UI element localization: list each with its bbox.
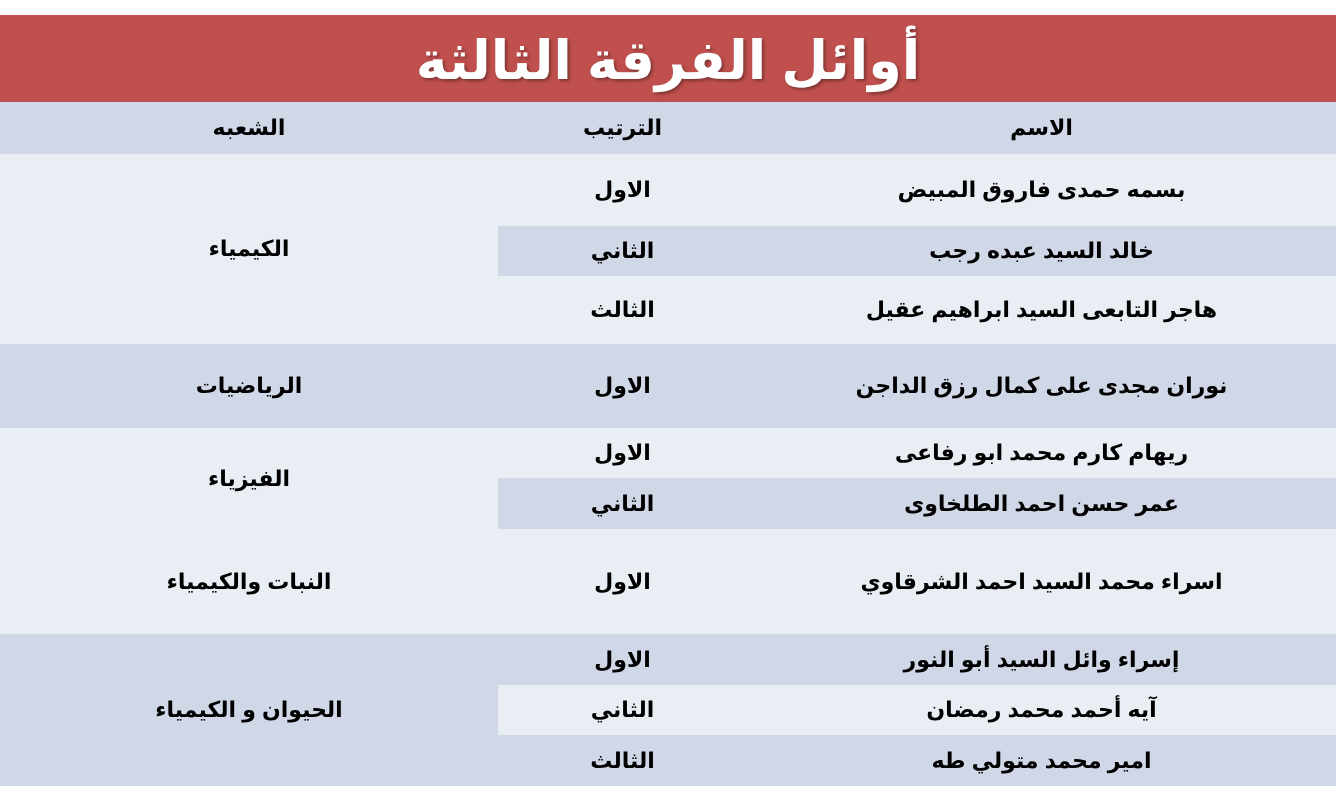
header-name: الاسم xyxy=(747,102,1336,154)
name-cell: خالد السيد عبده رجب xyxy=(747,226,1336,276)
division-cell: الفيزياء xyxy=(0,428,498,529)
rank-cell: الاول xyxy=(498,344,747,428)
division-cell: الكيمياء xyxy=(0,154,498,344)
name-cell: اسراء محمد السيد احمد الشرقاوي xyxy=(747,529,1336,634)
rank-cell: الثالث xyxy=(498,276,747,344)
rank-cell: الثاني xyxy=(498,685,747,735)
name-cell: آيه أحمد محمد رمضان xyxy=(747,685,1336,735)
rank-cell: الاول xyxy=(498,428,747,478)
rank-cell: الاول xyxy=(498,154,747,226)
title-bar xyxy=(0,15,1336,102)
division-cell: الرياضيات xyxy=(0,344,498,428)
page-title: أوائل الفرقة الثالثة xyxy=(415,30,921,91)
name-cell: امير محمد متولي طه xyxy=(747,735,1336,786)
rank-cell: الاول xyxy=(498,634,747,685)
division-cell: الحيوان و الكيمياء xyxy=(0,634,498,786)
name-cell: ريهام كارم محمد ابو رفاعى xyxy=(747,428,1336,478)
division-cell: النبات والكيمياء xyxy=(0,529,498,634)
header-division: الشعبه xyxy=(0,102,498,154)
rank-cell: الثاني xyxy=(498,478,747,529)
rank-cell: الاول xyxy=(498,529,747,634)
name-cell: عمر حسن احمد الطلخاوى xyxy=(747,478,1336,529)
rank-cell: الثاني xyxy=(498,226,747,276)
name-cell: إسراء وائل السيد أبو النور xyxy=(747,634,1336,685)
name-cell: هاجر التابعى السيد ابراهيم عقيل xyxy=(747,276,1336,344)
name-cell: بسمه حمدى فاروق المبيض xyxy=(747,154,1336,226)
header-rank: الترتيب xyxy=(498,102,747,154)
name-cell: نوران مجدى على كمال رزق الداجن xyxy=(747,344,1336,428)
rank-cell: الثالث xyxy=(498,735,747,786)
